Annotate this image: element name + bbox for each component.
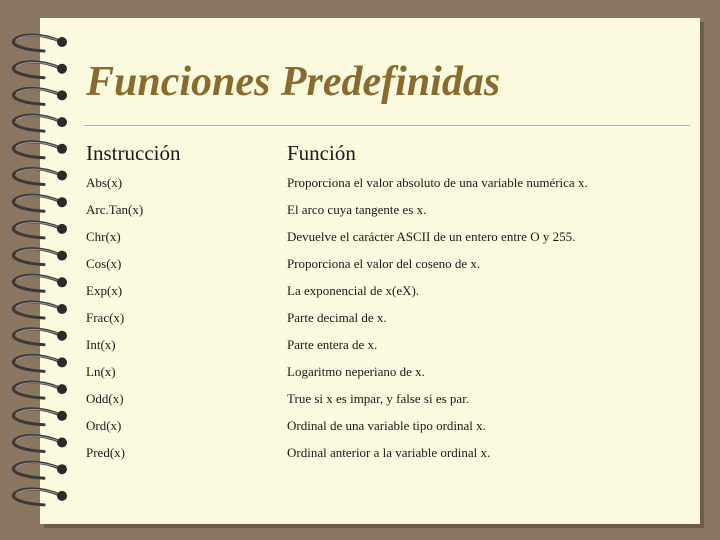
instruction-cell: Frac(x) <box>86 310 125 325</box>
table-row <box>0 255 720 282</box>
slide-title: Funciones Predefinidas <box>86 59 501 105</box>
title-divider <box>84 125 690 127</box>
table-row <box>0 444 720 471</box>
table-row <box>0 309 720 336</box>
table-row <box>0 390 720 417</box>
instruction-cell: Int(x) <box>86 337 116 352</box>
function-description-cell: Ordinal anterior a la variable ordinal x. <box>287 445 491 460</box>
column-header-function: Función <box>287 141 356 165</box>
function-description-cell: Devuelve el carácter ASCII de un entero entre O y 255. <box>287 229 576 244</box>
binding-ring <box>13 35 67 51</box>
table-row <box>0 417 720 444</box>
function-description-cell: Ordinal de una variable tipo ordinal x. <box>287 418 486 433</box>
instruction-cell: Exp(x) <box>86 283 123 298</box>
binding-ring <box>13 115 67 131</box>
instruction-cell: Abs(x) <box>86 175 123 190</box>
table-row <box>0 363 720 390</box>
instruction-cell: Cos(x) <box>86 256 122 271</box>
table-row <box>0 336 720 363</box>
function-description-cell: Logaritmo neperiano de x. <box>287 364 425 379</box>
table-row <box>0 201 720 228</box>
binding-ring <box>13 88 67 104</box>
instruction-cell: Ln(x) <box>86 364 116 379</box>
function-description-cell: Parte entera de x. <box>287 337 378 352</box>
binding-ring <box>13 142 67 158</box>
table-row <box>0 228 720 255</box>
table-row <box>0 174 720 201</box>
function-description-cell: Proporciona el valor absoluto de una variable numérica x. <box>287 175 588 190</box>
function-description-cell: True si x es impar, y false si es par. <box>287 391 470 406</box>
column-header-instruction: Instrucción <box>86 141 181 165</box>
table-row <box>0 282 720 309</box>
instruction-cell: Chr(x) <box>86 229 121 244</box>
instruction-cell: Pred(x) <box>86 445 125 460</box>
instruction-cell: Ord(x) <box>86 418 122 433</box>
instruction-cell: Arc.Tan(x) <box>86 202 144 217</box>
function-description-cell: Parte decimal de x. <box>287 310 387 325</box>
function-description-cell: Proporciona el valor del coseno de x. <box>287 256 481 271</box>
function-description-cell: La exponencial de x(eX). <box>287 283 420 298</box>
instruction-cell: Odd(x) <box>86 391 124 406</box>
binding-ring <box>13 62 67 78</box>
binding-ring <box>13 489 67 505</box>
functions-table <box>0 174 720 471</box>
function-description-cell: El arco cuya tangente es x. <box>287 202 427 217</box>
